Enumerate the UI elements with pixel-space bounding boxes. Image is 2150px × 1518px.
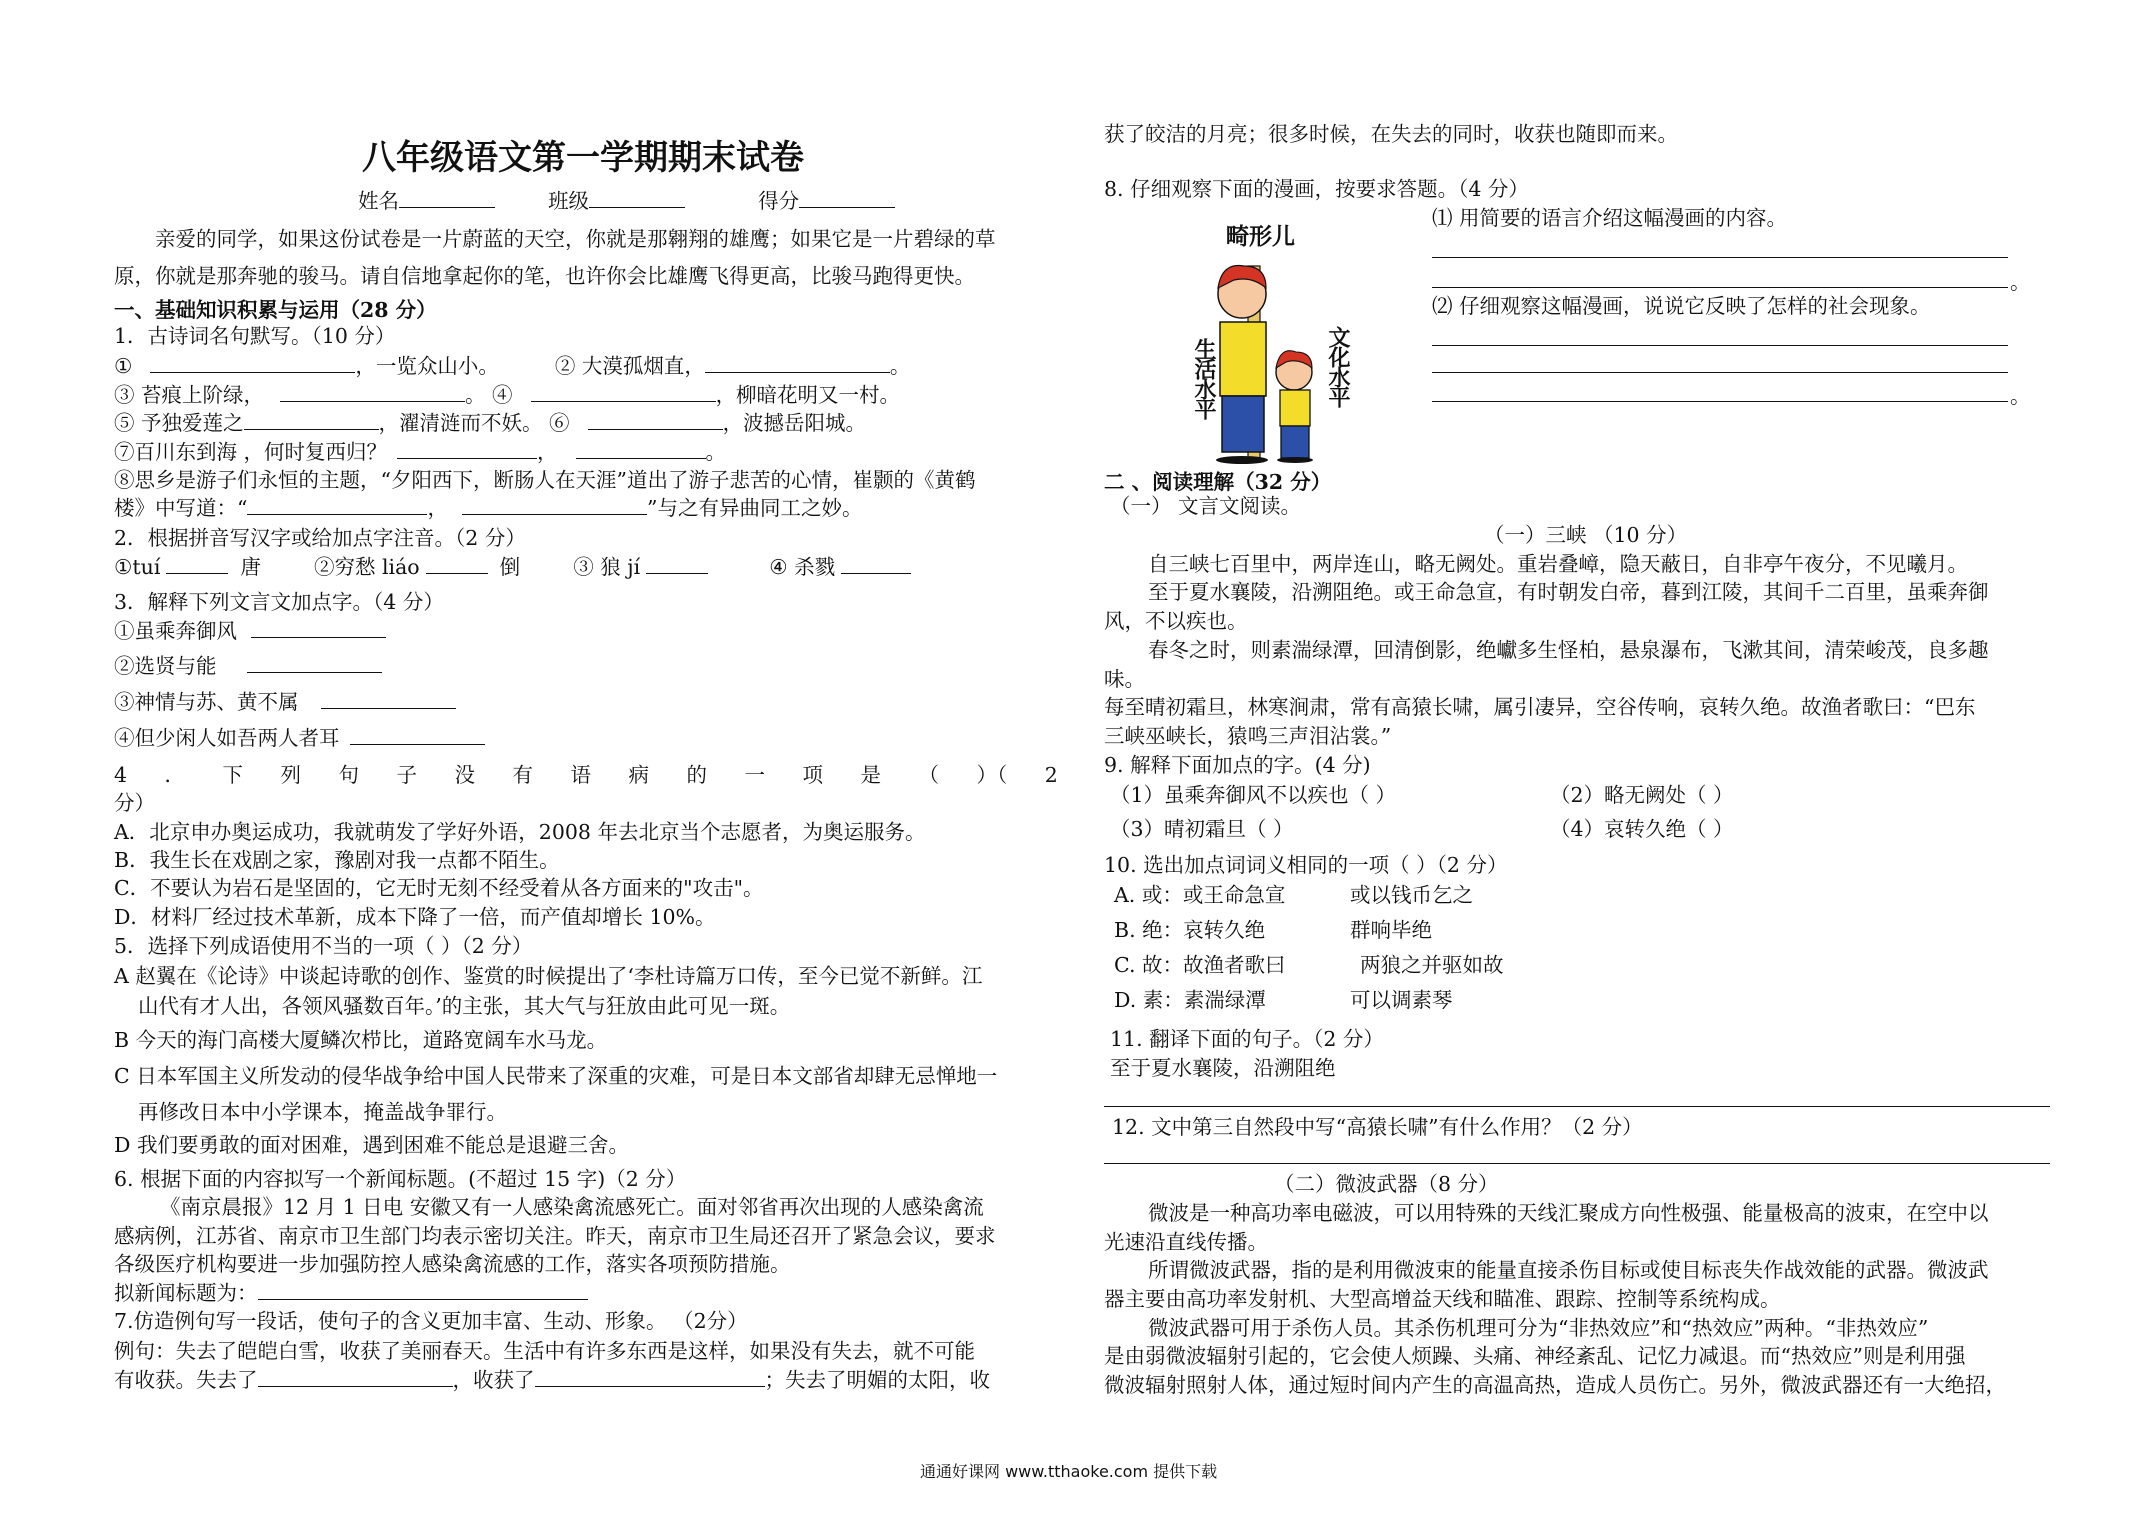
q4-stem-char: 语 (570, 763, 592, 787)
passage-2-p2a: 所谓微波武器，指的是利用微波束的能量直接杀伤目标或使目标丧失作战效能的武器。微波武 (1148, 1258, 1989, 1282)
q6-passage-3: 各级医疗机构要进一步加强防控人感染禽流感的工作，落实各项预防措施。 (114, 1252, 791, 1276)
q2-c: ③ 狼 jí (573, 555, 641, 579)
passage-1-p4b: 三峡巫峡长，猿鸣三声泪沾裳。” (1104, 724, 1392, 748)
q1-line-4 (114, 438, 726, 466)
q2-blank-d (841, 553, 911, 574)
passage-2-p1b: 光速沿直线传播。 (1104, 1230, 1268, 1254)
q4-stem-char: 列 (280, 763, 302, 787)
comic-illustration (1182, 218, 1352, 468)
q1-line-5: ⑧思乡是游子们永恒的主题，“夕阳西下，断肠人在天涯”道出了游子悲苦的心情，崔颢的《黄鹤 (114, 468, 976, 492)
q1-l1c: ② 大漠孤烟直， (554, 354, 705, 378)
q4-stem-char: 句 (338, 763, 360, 787)
q4-option-c: C．不要认为岩石是坚固的，它无时无刻不经受着从各方面来的"攻击"。 (114, 876, 764, 900)
q4-stem-char: ）（ (976, 763, 1008, 787)
q10-b-1: B. 绝：哀转久绝 (1114, 918, 1266, 942)
q1-l4b: ， (537, 440, 558, 464)
small-kid-shoes (1277, 457, 1313, 463)
passage-1-p4a: 每至晴初霜旦，林寒涧肃，常有高猿长啸，属引凄异，空谷传响，哀转久绝。故渔者歌曰：“巴东 (1104, 695, 1976, 719)
q10-c-2: 两狼之并驱如故 (1360, 953, 1504, 977)
sub-section-1: （一） 文言文阅读。 (1110, 494, 1302, 518)
q4-stem-char: 是 (860, 763, 882, 787)
passage-2-p2b: 器主要由高功率发射机、大型高增益天线和瞄准、跟踪、控制等系统构成。 (1104, 1287, 1781, 1311)
q5-option-c-1: C 日本军国主义所发动的侵华战争给中国人民带来了深重的灾难，可是日本文部省却肆无忌惮地一 (114, 1064, 998, 1088)
q3-b (114, 652, 382, 680)
q10-c-1: C. 故：故渔者歌曰 (1114, 953, 1286, 977)
q1-l2b: 。 ④ (465, 383, 513, 407)
q3-c (114, 688, 456, 716)
class-label: 班级 (548, 189, 590, 213)
q7-answer-line (114, 1366, 990, 1394)
score-blank (799, 187, 895, 208)
q10-d-2: 可以调素琴 (1350, 988, 1453, 1012)
q4-stem-char: 下 (222, 763, 244, 787)
q7-blank-2 (535, 1366, 765, 1387)
q5-option-a-1: A 赵翼在《论诗》中谈起诗歌的创作、鉴赏的时候提出了‘李杜诗篇万口传，至今已觉不新鲜。江 (114, 964, 983, 988)
small-kid-pants (1281, 426, 1309, 458)
q8-period-1: 。 (2010, 270, 2031, 294)
score-label: 得分 (758, 189, 800, 213)
comic-title: 畸形儿 (1226, 224, 1295, 250)
q3-d-text: ④但少闲人如吾两人者耳 (114, 726, 340, 750)
q5-option-b: B 今天的海门高楼大厦鳞次栉比，道路宽阔车水马龙。 (114, 1028, 608, 1052)
q3-b-text: ②选贤与能 (114, 654, 217, 678)
intro-line-2: 原，你就是那奔驰的骏马。请自信地拿起你的笔，也许你会比雄鹰飞得更高，比骏马跑得更快。 (114, 264, 975, 288)
page-footer: 通通好课网 www.tthaoke.com 提供下载 (920, 1462, 1218, 1481)
q9-stem: 9. 解释下面加点的字。(4 分) (1104, 753, 1371, 777)
q8-answer-line-4 (1432, 372, 2008, 373)
passage-1-title: （一）三峡 （10 分） (1484, 523, 1688, 547)
q1-l6c: ”与之有异曲同工之妙。 (646, 496, 863, 520)
passage-2-title: （二）微波武器（8 分） (1274, 1172, 1499, 1196)
q8-answer-line-2 (1432, 287, 2008, 288)
q7-blank-1 (258, 1366, 453, 1387)
q6-stem: 6. 根据下面的内容拟写一个新闻标题。(不超过 15 字)（2 分） (114, 1167, 687, 1191)
q8-sub-1: ⑴ 用简要的语言介绍这幅漫画的内容。 (1432, 206, 1788, 230)
big-kid-shoes (1216, 456, 1268, 464)
q1-l3b: ，濯清涟而不妖。 ⑥ (378, 411, 570, 435)
q1-blank-5 (244, 409, 379, 430)
q1-blank-10 (462, 494, 647, 515)
q1-l4a: ⑦百川东到海 ，何时复西归？ (114, 440, 388, 464)
q11-answer-line (1104, 1106, 2050, 1107)
q1-line-6 (114, 494, 862, 522)
q9-a: （1）虽乘奔御风不以疾也（ ） (1110, 783, 1397, 807)
q8-answer-line-5 (1432, 401, 2008, 402)
q2-stem: 2．根据拼音写汉字或给加点字注音。（2 分） (114, 526, 526, 550)
big-kid-pants (1222, 396, 1264, 452)
q1-blank-2 (705, 352, 890, 373)
name-blank (399, 187, 495, 208)
q4-stem-char: （ (918, 763, 940, 787)
q5-stem: 5．选择下列成语使用不当的一项（ ）（2 分） (114, 934, 533, 958)
q1-stem: 1．古诗词名句默写。（10 分） (114, 324, 396, 348)
small-kid-shirt (1280, 390, 1310, 426)
q1-blank-7 (397, 438, 537, 459)
passage-1-p3a: 春冬之时，则素湍绿潭，回清倒影，绝巘多生怪柏，悬泉瀑布，飞漱其间，清荣峻茂，良多趣 (1148, 638, 1989, 662)
passage-2-p1a: 微波是一种高功率电磁波，可以用特殊的天线汇聚成方向性极强、能量极高的波束，在空中以 (1148, 1201, 1989, 1225)
q1-line-2 (114, 381, 900, 409)
q2-a: ①tuí (114, 555, 161, 579)
q4-option-b: B．我生长在戏剧之家，豫剧对我一点都不陌生。 (114, 848, 560, 872)
q10-a-2: 或以钱币乞之 (1350, 883, 1473, 907)
q4-option-a: A．北京申办奥运成功，我就萌发了学好外语，2008 年去北京当个志愿者，为奥运服务。 (114, 820, 926, 844)
q4-stem-char: 一 (744, 763, 766, 787)
q1-l1a: ① (114, 354, 133, 378)
passage-1-p2a: 至于夏水襄陵，沿溯阻绝。或王命急宣，有时朝发白帝，暮到江陵，其间千二百里，虽乘奔御 (1148, 580, 1989, 604)
passage-2-p3c: 微波辐射照射人体，通过短时间内产生的高温高热，造成人员伤亡。另外，微波武器还有一大绝招， (1104, 1373, 2006, 1397)
q7-example: 例句：失去了皑皑白雪，收获了美丽春天。生活中有许多东西是这样，如果没有失去，就不可能 (114, 1339, 975, 1363)
q5-option-a-2: 山代有才人出，各领风骚数百年。’的主张，其大气与狂放由此可见一斑。 (138, 994, 791, 1018)
passage-1-p1: 自三峡七百里中，两岸连山，略无阙处。重岩叠嶂，隐天蔽日，自非亭午夜分，不见曦月。 (1148, 552, 1968, 576)
q4-stem-char: 的 (686, 763, 708, 787)
q1-blank-6 (588, 409, 723, 430)
q1-blank-3 (280, 381, 465, 402)
q9-b: （2）略无阙处（ ） (1550, 783, 1734, 807)
big-kid-shirt (1220, 322, 1266, 396)
q1-l4c: 。 (705, 440, 727, 464)
q4-option-d: D．材料厂经过技术革新，成本下降了一倍，而产值却增长 10%。 (114, 905, 716, 929)
section-1-heading: 一、基础知识积累与运用（28 分） (114, 298, 437, 322)
q6-answer-label: 拟新闻标题为： (114, 1281, 258, 1305)
q7-p2b: ，收获了 (452, 1368, 535, 1392)
q3-stem: 3．解释下列文言文加点字。（4 分） (114, 590, 444, 614)
q3-blank-a (251, 617, 386, 638)
q4-stem-char: 病 (628, 763, 650, 787)
q5-option-c-2: 再修改日本中小学课本，掩盖战争罪行。 (138, 1100, 507, 1124)
q6-passage-1: 《南京晨报》12 月 1 日电 安徽又有一人感染禽流感死亡。面对邻省再次出现的人感染禽流 (160, 1195, 984, 1219)
q4-stem-char: ． (164, 763, 186, 787)
q3-d (114, 724, 485, 752)
q10-d-1: D. 素：素湍绿潭 (1114, 988, 1266, 1012)
q6-passage-2: 感病例，江苏省、南京市卫生部门均表示密切关注。昨天，南京市卫生局还召开了紧急会议，要求 (114, 1224, 996, 1248)
q1-l6a: 楼》中写道：“ (114, 496, 248, 520)
q8-period-2: 。 (2010, 384, 2031, 408)
q10-a-1: A. 或：或王命急宣 (1114, 883, 1286, 907)
q6-answer-line (114, 1279, 588, 1307)
q7-stem: 7.仿造例句写一段话，使句子的含义更加丰富、生动、形象。 （2分） (114, 1309, 748, 1333)
q4-stem-char: 4 (114, 763, 128, 787)
q1-l3c: ，波撼岳阳城。 (722, 411, 867, 435)
q1-blank-8 (576, 438, 706, 459)
q7-continuation: 获了皎洁的月亮；很多时候，在失去的同时，收获也随即而来。 (1104, 122, 1678, 146)
q3-a-text: ①虽乘奔御风 (114, 619, 237, 643)
q10-b-2: 群响毕绝 (1350, 918, 1432, 942)
q9-d: （4）哀转久绝（ ） (1550, 817, 1734, 841)
q11-stem: 11. 翻译下面的句子。（2 分） (1110, 1027, 1384, 1051)
q2-items (114, 553, 911, 581)
section-2-heading: 二 、阅读理解（32 分） (1104, 470, 1332, 494)
q3-a (114, 617, 386, 645)
q2-b: ②穷愁 liáo (313, 555, 420, 579)
q1-l3a: ⑤ 予独爱莲之 (114, 411, 244, 435)
q1-blank-9 (247, 494, 427, 515)
q2-blank-a (166, 553, 228, 574)
student-info-line (358, 187, 895, 215)
q2-blank-c (646, 553, 708, 574)
passage-2-p3b: 是由弱微波辐射引起的，它会使人烦躁、头痛、神经紊乱、记忆力减退。而“热效应”则是利用强 (1104, 1344, 1966, 1368)
q6-answer-blank (258, 1279, 588, 1300)
q4-stem-char: 没 (454, 763, 476, 787)
q1-line-3 (114, 409, 866, 437)
q1-l2a: ③ 苔痕上阶绿， (114, 383, 265, 407)
comic-left-label: 生活水平 (1191, 338, 1216, 418)
q1-l1d: 。 (889, 354, 911, 378)
q3-blank-c (321, 688, 456, 709)
q9-c: （3）晴初霜旦（ ） (1110, 817, 1294, 841)
class-blank (589, 187, 685, 208)
q4-stem (114, 761, 1058, 789)
name-label: 姓名 (358, 189, 399, 213)
q3-c-text: ③神情与苏、黄不属 (114, 690, 299, 714)
q5-option-d: D 我们要勇敢的面对困难，遇到困难不能总是退避三舍。 (114, 1133, 629, 1157)
q2-a2: 唐 (240, 555, 261, 579)
q4-stem-char: 2 (1044, 763, 1058, 787)
q1-blank-1 (150, 352, 355, 373)
q2-blank-b (426, 553, 488, 574)
intro-line-1: 亲爱的同学，如果这份试卷是一片蔚蓝的天空，你就是那翱翔的雄鹰；如果它是一片碧绿的草 (155, 227, 996, 251)
q4-stem-end: 分） (114, 791, 155, 815)
passage-1-p2b: 风，不以疾也。 (1104, 609, 1248, 633)
q4-stem-char: 有 (512, 763, 534, 787)
q12-answer-line (1104, 1163, 2050, 1164)
passage-1-p3b: 味。 (1104, 667, 1145, 691)
q8-stem: 8. 仔细观察下面的漫画，按要求答题。（4 分） (1104, 177, 1529, 201)
q8-sub-2: ⑵ 仔细观察这幅漫画，说说它反映了怎样的社会现象。 (1432, 294, 1931, 318)
comic-right-label: 文化水平 (1325, 326, 1350, 406)
q12-stem: 12. 文中第三自然段中写“高猿长啸”有什么作用？（2 分） (1112, 1115, 1643, 1139)
page-title: 八年级语文第一学期期末试卷 (362, 138, 804, 178)
q10-stem: 10. 选出加点词词义相同的一项（ ）（2 分） (1104, 853, 1508, 877)
q1-line-1 (114, 352, 910, 380)
q1-l1b: ，一览众山小。 (355, 354, 499, 378)
q3-blank-b (247, 652, 382, 673)
q1-l2c: ，柳暗花明又一村。 (715, 383, 901, 407)
q8-answer-line-1 (1432, 257, 2008, 258)
q4-stem-char: 子 (396, 763, 418, 787)
q1-blank-4 (531, 381, 716, 402)
q4-stem-char: 项 (802, 763, 824, 787)
q7-p2c: ；失去了明媚的太阳，收 (764, 1368, 990, 1392)
q11-sentence: 至于夏水襄陵，沿溯阻绝 (1110, 1056, 1336, 1080)
q2-b2: 倒 (499, 555, 521, 579)
q3-blank-d (350, 724, 485, 745)
q1-l6b: ， (427, 496, 448, 520)
q7-p2a: 有收获。失去了 (114, 1368, 258, 1392)
q2-d: ④ 杀戮 (769, 555, 836, 579)
passage-2-p3a: 微波武器可用于杀伤人员。其杀伤机理可分为“非热效应”和“热效应”两种。“非热效应” (1148, 1316, 1929, 1340)
q8-answer-line-3 (1432, 345, 2008, 346)
